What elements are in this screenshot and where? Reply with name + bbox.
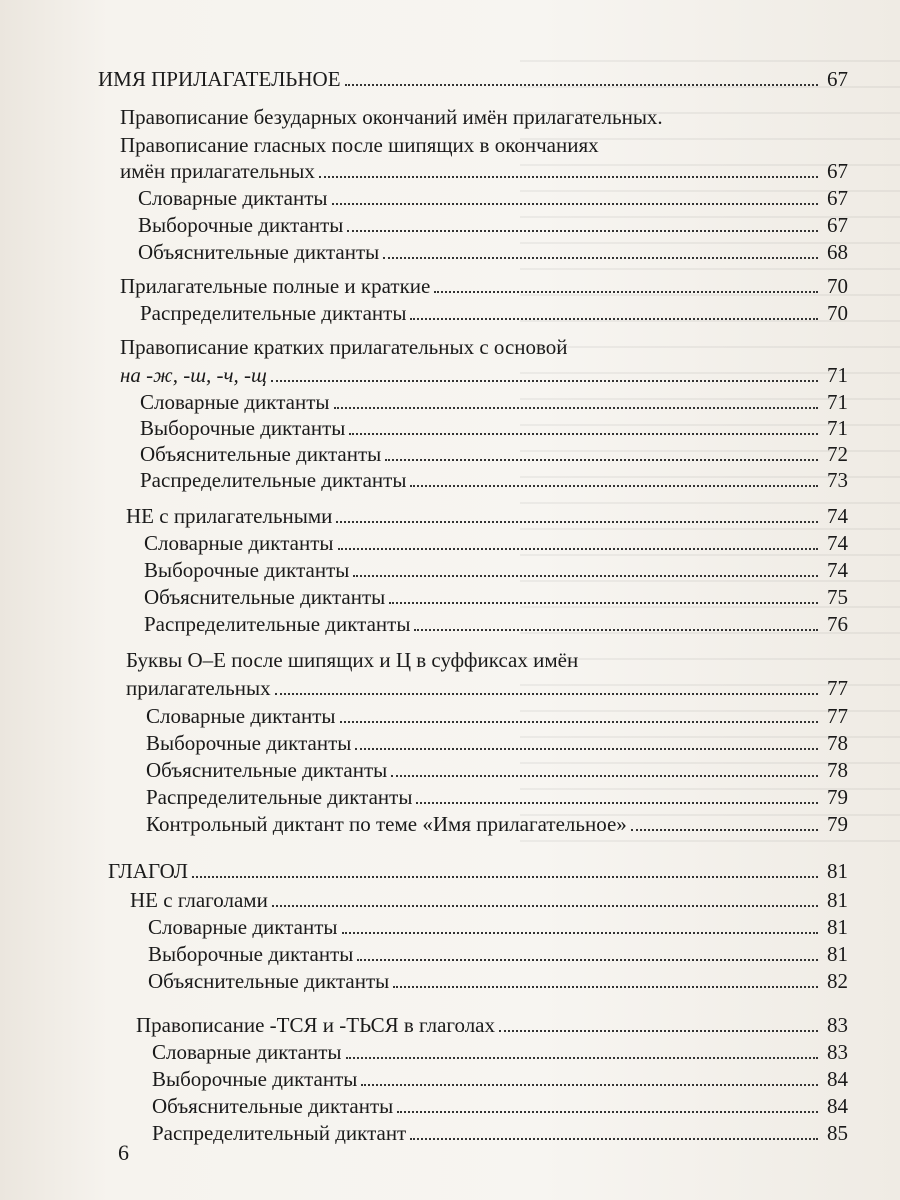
- toc-entry-page: 76: [827, 612, 848, 636]
- toc-entry-page: 74: [827, 558, 848, 582]
- leader-dots: [347, 230, 818, 232]
- toc-entry-selective-dictations[interactable]: [140, 415, 848, 441]
- leader-dots: [410, 318, 818, 320]
- toc-entry-distributive-dictations[interactable]: [140, 300, 848, 326]
- toc-entry-selective-dictations[interactable]: [146, 730, 848, 756]
- toc-entry-distributive-dictations[interactable]: [140, 467, 848, 493]
- toc-entry-page: 77: [827, 676, 848, 700]
- leader-dots: [272, 905, 818, 907]
- toc-entry-label: Распределительный диктант: [152, 1121, 407, 1145]
- toc-entry-label: Распределительные диктанты: [146, 785, 413, 809]
- toc-entry-label: Правописание -ТСЯ и -ТЬСЯ в глаголах: [136, 1013, 495, 1037]
- leader-dots: [275, 693, 818, 695]
- toc-entry-ne-with-adjectives[interactable]: [126, 503, 848, 529]
- toc-entry-page: 75: [827, 585, 848, 609]
- leader-dots: [357, 959, 818, 961]
- toc-entry-page: 70: [827, 301, 848, 325]
- toc-entry-selective-dictations[interactable]: [148, 941, 848, 967]
- toc-entry-page: 81: [827, 942, 848, 966]
- toc-entry-o-e-after-sibilants[interactable]: [126, 675, 848, 701]
- leader-dots: [340, 721, 819, 723]
- toc-entry-label: НЕ с прилагательными: [126, 504, 333, 528]
- toc-entry-explanatory-dictations[interactable]: [138, 239, 848, 265]
- toc-entry-label: Словарные диктанты: [146, 704, 336, 728]
- leader-dots: [334, 407, 819, 409]
- toc-entry-label-line1: Буквы О–Е после шипящих и Ц в суффиксах имён: [126, 648, 579, 672]
- toc-entry-page: 71: [827, 363, 848, 387]
- toc-entry-label: НЕ с глаголами: [130, 888, 268, 912]
- toc-entry-page: 81: [827, 915, 848, 939]
- leader-dots: [391, 775, 818, 777]
- toc-entry-label: Выборочные диктанты: [144, 558, 350, 582]
- toc-entry-explanatory-dictations[interactable]: [144, 584, 848, 610]
- toc-entry-page: 83: [827, 1040, 848, 1064]
- leader-dots: [338, 548, 819, 550]
- toc-entry-page: 84: [827, 1094, 848, 1118]
- toc-entry-dictionary-dictations[interactable]: [148, 914, 848, 940]
- toc-entry-page: 77: [827, 704, 848, 728]
- toc-entry-dictionary-dictations[interactable]: [146, 703, 848, 729]
- toc-entry-label: ИМЯ ПРИЛАГАТЕЛЬНОЕ: [98, 67, 341, 91]
- toc-entry-label: Прилагательные полные и краткие: [120, 274, 431, 298]
- toc-entry-section-adjective[interactable]: [98, 66, 848, 92]
- toc-entry-label-line1: Правописание кратких прилагательных с основой: [120, 335, 568, 359]
- leader-dots: [499, 1030, 818, 1032]
- toc-entry-unstressed-endings[interactable]: [120, 158, 848, 184]
- toc-entry-label: Выборочные диктанты: [152, 1067, 358, 1091]
- toc-entry-page: 67: [827, 213, 848, 237]
- toc-entry-label-line2: Правописание гласных после шипящих в окончаниях: [120, 133, 599, 157]
- leader-dots: [416, 802, 818, 804]
- toc-entry-label: Словарные диктанты: [144, 531, 334, 555]
- leader-dots: [393, 986, 818, 988]
- leader-dots: [353, 575, 818, 577]
- toc-entry-selective-dictations[interactable]: [152, 1066, 848, 1092]
- toc-entry-page: 85: [827, 1121, 848, 1145]
- toc-entry-label: на -ж, -ш, -ч, -щ: [120, 363, 267, 387]
- toc-entry-page: 67: [827, 186, 848, 210]
- toc-entry-label: ГЛАГОЛ: [108, 859, 188, 883]
- toc-entry-explanatory-dictations[interactable]: [148, 968, 848, 994]
- toc-entry-label: Контрольный диктант по теме «Имя прилагательное»: [146, 812, 627, 836]
- toc-entry-page: 67: [827, 159, 848, 183]
- leader-dots: [434, 291, 818, 293]
- toc-entry-page: 71: [827, 416, 848, 440]
- toc-entry-label: имён прилагательных: [120, 159, 315, 183]
- leader-dots: [397, 1111, 818, 1113]
- toc-entry-dictionary-dictations[interactable]: [152, 1039, 848, 1065]
- toc-entry-page: 71: [827, 390, 848, 414]
- toc-entry-explanatory-dictations[interactable]: [152, 1093, 848, 1119]
- toc-entry-page: 83: [827, 1013, 848, 1037]
- toc-entry-label-line1: Правописание безударных окончаний имён прилагательных.: [120, 105, 663, 129]
- leader-dots: [410, 485, 818, 487]
- leader-dots: [383, 257, 818, 259]
- leader-dots: [389, 602, 818, 604]
- toc-entry-page: 72: [827, 442, 848, 466]
- toc-entry-label: Словарные диктанты: [148, 915, 338, 939]
- toc-entry-selective-dictations[interactable]: [144, 557, 848, 583]
- leader-dots: [355, 748, 818, 750]
- toc-entry-page: 84: [827, 1067, 848, 1091]
- leader-dots: [346, 1057, 819, 1059]
- leader-dots: [349, 433, 818, 435]
- leader-dots: [385, 459, 818, 461]
- toc-entry-dictionary-dictations[interactable]: [140, 389, 848, 415]
- toc-entry-selective-dictations[interactable]: [138, 212, 848, 238]
- toc-entry-page: 74: [827, 531, 848, 555]
- toc-entry-distributive-dictation[interactable]: [152, 1120, 848, 1146]
- toc-entry-label: Объяснительные диктанты: [152, 1094, 394, 1118]
- leader-dots: [332, 203, 819, 205]
- leader-dots: [342, 932, 819, 934]
- toc-entry-ne-with-verbs[interactable]: [130, 887, 848, 913]
- toc-entry-page: 70: [827, 274, 848, 298]
- toc-entry-label: Словарные диктанты: [138, 186, 328, 210]
- toc-entry-label: Выборочные диктанты: [140, 416, 346, 440]
- leader-dots: [319, 176, 818, 178]
- leader-dots: [345, 84, 818, 86]
- toc-entry-label: Выборочные диктанты: [146, 731, 352, 755]
- toc-entry-label: Выборочные диктанты: [138, 213, 344, 237]
- toc-entry-tsya-tsya[interactable]: [136, 1012, 848, 1038]
- leader-dots: [361, 1084, 818, 1086]
- toc-entry-page: 68: [827, 240, 848, 264]
- leader-dots: [631, 829, 818, 831]
- toc-entry-short-adjectives-stem[interactable]: [120, 362, 848, 388]
- toc-entry-label: Распределительные диктанты: [144, 612, 411, 636]
- leader-dots: [414, 629, 818, 631]
- toc-entry-label: Объяснительные диктанты: [148, 969, 390, 993]
- toc-entry-label: Распределительные диктанты: [140, 301, 407, 325]
- toc-entry-label: Объяснительные диктанты: [144, 585, 386, 609]
- toc-entry-page: 73: [827, 468, 848, 492]
- toc-entry-dictionary-dictations[interactable]: [138, 185, 848, 211]
- toc-entry-label: Словарные диктанты: [152, 1040, 342, 1064]
- toc-entry-page: 81: [827, 859, 848, 883]
- toc-entry-section-verb[interactable]: [108, 858, 848, 884]
- toc-entry-label: Распределительные диктанты: [140, 468, 407, 492]
- toc-entry-control-dictation[interactable]: [146, 811, 848, 837]
- leader-dots: [410, 1138, 818, 1140]
- leader-dots: [336, 521, 818, 523]
- toc-entry-page: 74: [827, 504, 848, 528]
- toc-entry-distributive-dictations[interactable]: [146, 784, 848, 810]
- leader-dots: [271, 380, 818, 382]
- page-number: 6: [118, 1140, 129, 1165]
- leader-dots: [192, 876, 818, 878]
- toc-entry-label: Объяснительные диктанты: [140, 442, 382, 466]
- toc-entry-page: 67: [827, 67, 848, 91]
- toc-entry-page: 79: [827, 785, 848, 809]
- toc-entry-page: 82: [827, 969, 848, 993]
- toc-entry-explanatory-dictations[interactable]: [140, 441, 848, 467]
- toc-entry-full-short-adjectives[interactable]: [120, 273, 848, 299]
- toc-entry-label: Выборочные диктанты: [148, 942, 354, 966]
- toc-entry-label: прилагательных: [126, 676, 271, 700]
- toc-entry-dictionary-dictations[interactable]: [144, 530, 848, 556]
- toc-entry-explanatory-dictations[interactable]: [146, 757, 848, 783]
- toc-entry-page: 78: [827, 758, 848, 782]
- toc-entry-page: 79: [827, 812, 848, 836]
- toc-entry-page: 81: [827, 888, 848, 912]
- toc-entry-distributive-dictations[interactable]: [144, 611, 848, 637]
- toc-entry-page: 78: [827, 731, 848, 755]
- toc-entry-label: Объяснительные диктанты: [138, 240, 380, 264]
- toc-entry-label: Словарные диктанты: [140, 390, 330, 414]
- toc-entry-label: Объяснительные диктанты: [146, 758, 388, 782]
